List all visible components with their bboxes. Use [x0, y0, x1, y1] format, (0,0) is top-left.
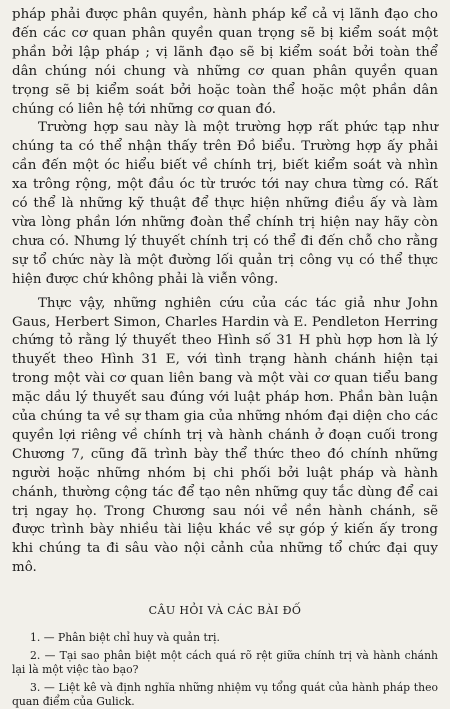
question-item-1: 1. — Phân biệt chỉ huy và quản trị. — [30, 631, 220, 645]
question-item-3: 3. — Liệt kê và định nghĩa những nhiệm vụ tổng quát của hành pháp theo quan điểm của Gulick. — [12, 681, 438, 709]
question-item-2: 2. — Tại sao phân biệt một cách quá rõ rệt giữa chính trị và hành chánh lại là một việc tào bạo? — [12, 649, 438, 677]
body-paragraph-1: pháp phải được phân quyền, hành pháp kể cả vị lãnh đạo cho đến các cơ quan phân quyền quan trọng sẽ bị kiểm soát một phần bởi lập pháp ; vị lãnh đạo sẽ bị kiểm soát bởi toàn thể dân chúng nói chung và những cơ quan phân quyền quan trọng sẽ bị kiểm soát bởi hoặc toàn thể hoặc một phần dân chúng có liên hệ tới những cơ quan đó. — [12, 7, 438, 117]
body-paragraph-3: Thực vậy, những nghiên cứu của các tác giả như John Gaus, Herbert Simon, Charles Hardin và E. Pendleton Herring chứng tỏ rằng lý thuyết theo Hình số 31 H phù hợp hơn là lý thuyết theo Hình 31 E, với tình trạng hành chánh hiện tại trong một vài cơ quan liên bang và một vài cơ quan tiểu bang mặc dầu lý thuyết sau đúng với luật pháp hơn. Phần bàn luận của chúng ta về sự tham gia của những nhóm đại diện cho các quyền lợi riêng về chính trị và hành chánh ở đoạn cuối trong Chương 7, cũng đã trình bày thể thức theo đó chính những người hoặc những nhóm bị chi phối bởi luật pháp và hành chánh, thường cộng tác để tạo nên những quy tắc dùng để cai trị ngay họ. Trong Chương sau nói về nền hành chánh, sẽ được trình bày nhiều tài liệu khác về sự góp ý kiến ấy trong khi chúng ta đi sâu vào nội cảnh của những tổ chức đại quy mô. — [12, 295, 438, 576]
questions-heading: CÂU HỎI VÀ CÁC BÀI ĐỐ — [148, 604, 302, 618]
body-paragraph-2: Trường hợp sau này là một trường hợp rất phức tạp như chúng ta có thể nhận thấy trên Đồ biểu. Trường hợp ấy phải cần đến một óc hiểu biết về chính trị, biết kiểm soát và nhìn xa trông rộng, một đầu óc từ trước tới nay chưa từng có. Rất có thể là những kỹ thuật để thực hiện những điều ấy và làm vừa lòng phần lớn những đoàn thể chính trị hiện nay hãy còn chưa có. Nhưng lý thuyết chính trị có thể đi đến chỗ cho rằng sự tổ chức này là một đường lối quản trị công vụ có thể thực hiện được chứ không phải là viễn vông. — [12, 120, 438, 287]
